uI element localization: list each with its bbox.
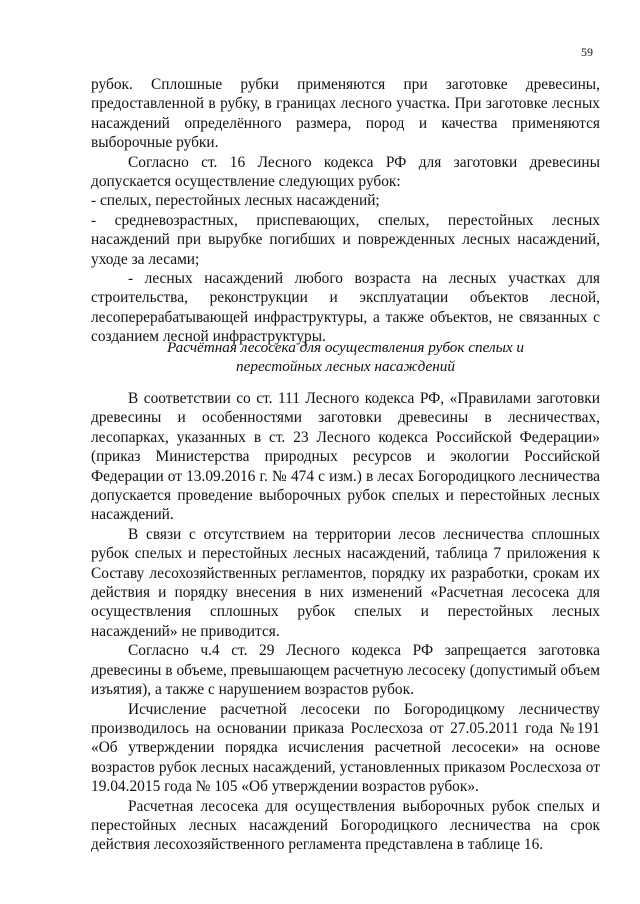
section-heading-line-1: Расчётная лесосека для осуществления рубок спелых и xyxy=(166,339,525,356)
list-item-middle-aged-stands: - средневозрастных, приспевающих, спелых, перестойных лесных насаждений при вырубке погибших и поврежденных лесных насаждений, уходе за лесами; xyxy=(91,211,600,268)
paragraph-table-reference: Расчетная лесосека для осуществления выборочных рубок спелых и перестойных лесных насаждений Богородицкого лесничества на срок действия лесохозяйственного регламента представлена в таблице 16. xyxy=(91,797,600,854)
section-heading-line-2: перестойных лесных насаждений xyxy=(236,358,455,375)
section-heading xyxy=(91,338,600,376)
paragraph-forest-code-art16: Согласно ст. 16 Лесного кодекса РФ для заготовки древесины допускается осуществление следующих рубок: xyxy=(91,153,600,191)
paragraph-forest-code-art29: Согласно ч.4 ст. 29 Лесного кодекса РФ запрещается заготовка древесины в объеме, превышающем расчетную лесосеку (допустимый объем изъятия), а также с нарушением возрастов рубок. xyxy=(91,642,600,699)
section-allowable-cut xyxy=(91,389,600,855)
list-item-mature-stands: - спелых, перестойных лесных насаждений; xyxy=(91,192,380,210)
section-forest-felling-types xyxy=(91,75,600,347)
paragraph-forest-code-art111: В соответствии со ст. 111 Лесного кодекса РФ, «Правилами заготовки древесины и особенностями заготовки древесины в лесничествах, лесопарках, указанных в ст. 23 Лесного кодекса Российской Федерации» (приказ Министерства природных ресурсов и экологии Российской Федерации от 13.09.2016 г. № 474 с изм.) в лесах Богородицкого лесничества допускается проведение выборочных рубок спелых и перестойных лесных насаждений. xyxy=(91,390,600,524)
paragraph-calculation-basis: Исчисление расчетной лесосеки по Богородицкому лесничеству производилось на основании приказа Рослесхоза от 27.05.2011 года №191 «Об утверждении порядка исчисления расчетной лесосеки» на основе возрастов рубок лесных насаждений, установленных приказом Рослесхоза от 19.04.2015 года № 105 «Об утверждении возрастов рубок». xyxy=(91,700,600,796)
page-number: 59 xyxy=(581,45,593,59)
list-item-any-age-stands: - лесных насаждений любого возраста на лесных участках для строительства, реконструкции и эксплуатации объектов лесной, лесоперерабатывающей инфраструктуры, а также объектов, не связанных с созданием лесной инфраструктуры. xyxy=(91,270,600,346)
paragraph-continuation: рубок. Сплошные рубки применяются при заготовке древесины, предоставленной в рубку, в границах лесного участка. При заготовке лесных насаждений определённого размера, пород и качества применяются выборочные рубки. xyxy=(91,76,600,152)
paragraph-no-clear-cuts: В связи с отсутствием на территории лесов лесничества сплошных рубок спелых и перестойных лесных насаждений, таблица 7 приложения к Составу лесохозяйственных регламентов, порядку их разработки, срокам их действия и порядку внесения в них изменений «Расчетная лесосека для осуществления сплошных рубок спелых и перестойных лесных насаждений» не приводится. xyxy=(91,525,600,640)
